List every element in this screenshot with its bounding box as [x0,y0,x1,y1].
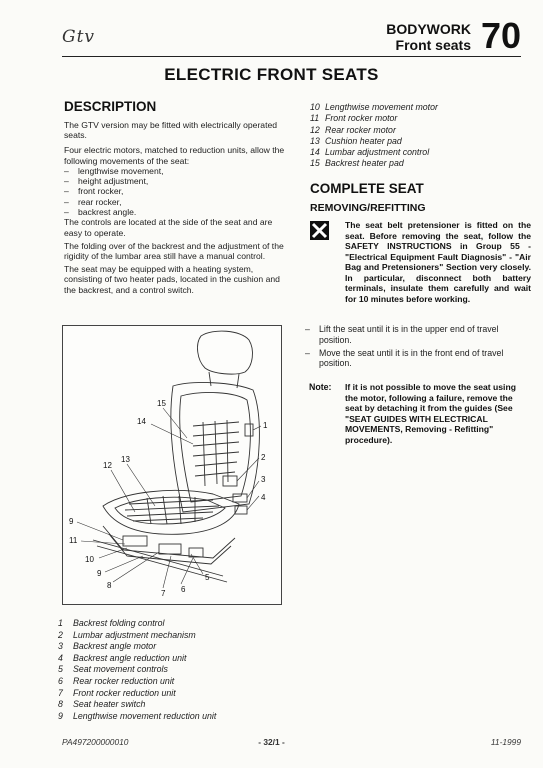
list-item: 13 Cushion heater pad [310,135,402,146]
description-paragraph: The controls are located at the side of the seat and are easy to operate. [64,217,273,238]
warning-icon [310,221,329,240]
description-paragraph: The seat may be equipped with a heating system, consisting of two heater pads, located in the cushion and the backrest, and a control switch. [64,264,280,295]
note-text: If it is not possible to move the seat using the motor, following a failure, remove the seat by detaching it from the guides (See "SEAT GUIDES WITH ELECTRICAL MOVEMENTS, Removing - Refitting" procedure). [345,382,516,445]
section-header [361,16,521,56]
description-paragraph: The GTV version may be fitted with electrically operated seats. [64,120,278,141]
list-item: 3 Backrest angle motor [58,641,157,652]
list-item: 2 Lumbar adjustment mechanism [58,629,196,640]
callout-label: 15 [157,399,166,408]
revision-date: 11-1999 [490,737,521,747]
list-item: – Lift the seat until it is in the upper end of travel position. [305,324,531,346]
safety-warning-text: The seat belt pretensioner is fitted on the seat. Before removing the seat, follow the SAFETY INSTRUCTIONS in Group 55 - "Electrical Equipment Fault Diagnosis" - "Air Bag and Pretensioners" Section very closely. In particular, disconnect both battery terminals, insulate them carefully and wait for 10 minutes before working. [345,220,531,304]
list-item: 6 Rear rocker reduction unit [58,675,175,686]
header-rule [62,56,521,57]
description-paragraph: The folding over of the backrest and the adjustment of the rigidity of the lumbar area still have a manual control. [64,240,284,261]
cross-icon [310,221,329,240]
callout-label: 14 [137,417,146,426]
brand-logo: Gtv [62,27,96,47]
legend-list-right [310,102,530,170]
removing-refitting-subheading: REMOVING/REFITTING [310,202,426,214]
movement-list [64,166,288,217]
callout-label: 5 [205,573,210,582]
callout-label: 8 [107,581,112,590]
list-item: 5 Seat movement controls [58,664,168,675]
list-item: 12 Rear rocker motor [310,124,396,135]
seat-diagram [62,325,282,605]
callout-label: 4 [261,493,266,502]
description-paragraph: Four electric motors, matched to reduction units, allow the following movements of the seat: [64,145,285,166]
callout-label: 13 [121,455,130,464]
callout-label: 9 [97,569,102,578]
description-body [64,120,288,295]
list-item: – Move the seat until it is in the front end of travel position. [305,348,531,370]
list-item: 4 Backrest angle reduction unit [58,652,187,663]
list-item: 8 Seat heater switch [58,699,146,710]
section-subcategory: Front seats [395,37,471,53]
list-item: 7 Front rocker reduction unit [58,687,176,698]
note-label: Note: [309,382,332,392]
list-item: – height adjustment, [64,176,288,186]
callout-label: 10 [85,555,94,564]
list-item: – lengthwise movement, [64,166,288,176]
callout-label: 1 [263,421,268,430]
seat-illustration [63,326,281,604]
list-item: 10 Lengthwise movement motor [310,102,438,112]
list-item: – rear rocker, [64,197,288,207]
list-item: – front rocker, [64,186,288,196]
procedure-steps [305,324,531,369]
callout-label: 3 [261,475,266,484]
callout-label: 2 [261,453,266,462]
list-item: – backrest angle. [64,207,288,217]
callout-label: 6 [181,585,186,594]
page-number: - 32/1 - [258,737,285,747]
list-item: 14 Lumbar adjustment control [310,147,430,158]
list-item: 9 Lengthwise movement reduction unit [58,710,217,721]
callout-label: 12 [103,461,112,470]
callout-label: 9 [69,517,74,526]
list-item: 15 Backrest heater pad [310,158,404,169]
complete-seat-heading: COMPLETE SEAT [310,181,424,196]
callout-label: 11 [69,536,78,545]
callout-label: 7 [161,589,166,598]
list-item: 11 Front rocker motor [310,113,398,124]
description-heading: DESCRIPTION [64,99,157,114]
document-code: PA497200000010 [62,737,129,747]
page-title: ELECTRIC FRONT SEATS [164,65,379,84]
legend-list-bottom [58,618,358,722]
section-category: BODYWORK [386,21,471,37]
list-item: 1 Backrest folding control [58,618,165,628]
section-number: 70 [480,15,521,56]
